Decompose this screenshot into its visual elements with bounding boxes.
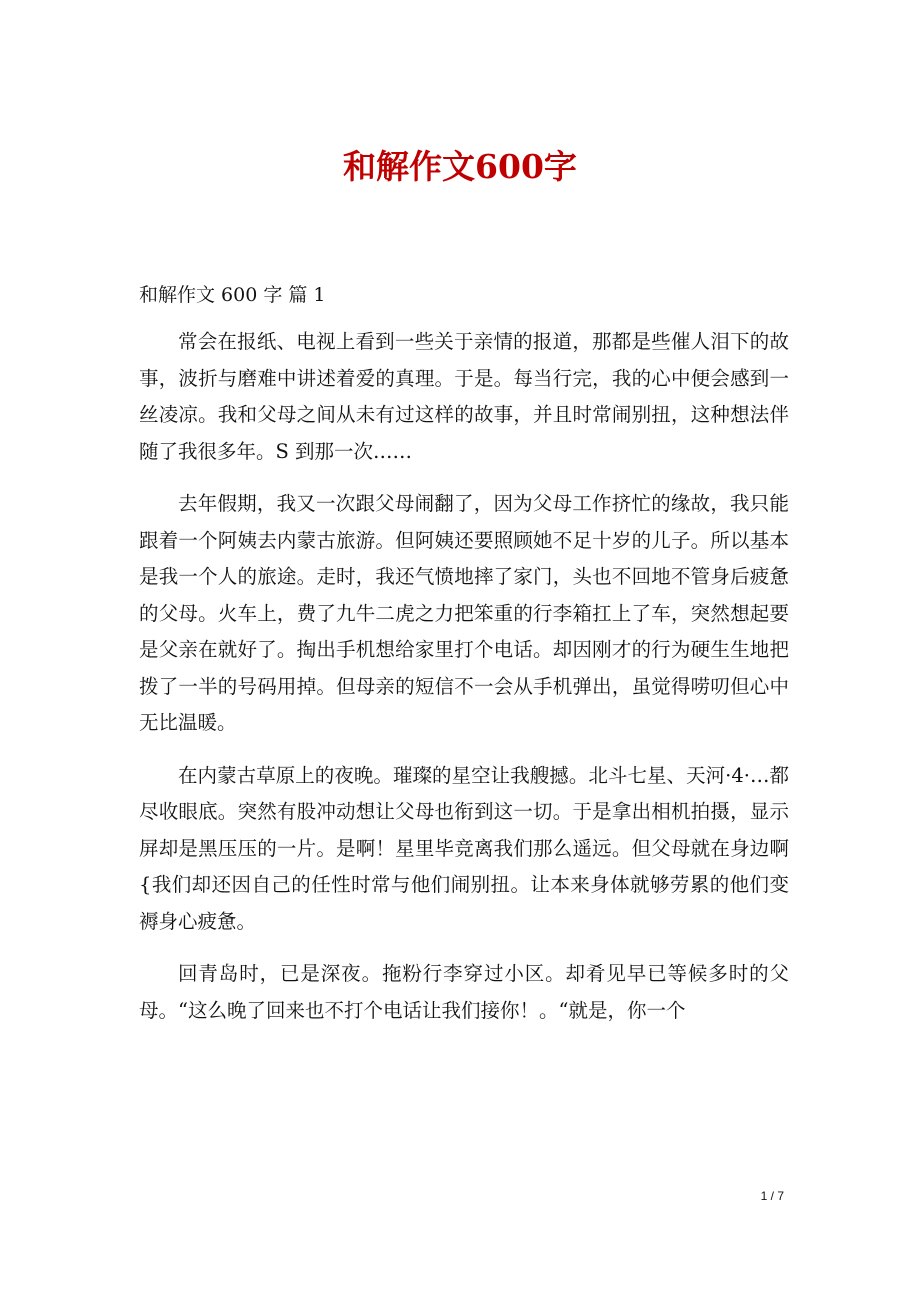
paragraph-4: 回青岛时，已是深夜。拖粉行李穿过小区。却肴见早已等候多时的父母。“这么晚了回来也不打个电话让我们接你！。“就是，你一个 xyxy=(139,962,789,1022)
document-title: 和解作文600字 xyxy=(343,147,577,186)
paragraph-2: 去年假期，我又一次跟父母闹翻了，因为父母工作挤忙的缘故，我只能跟着一个阿姨去内蒙古旅游。但阿姨还要照顾她不足十岁的儿子。所以基本是我一个人的旅途。走时，我还气愤地摔了家门，头也不回地不管身后疲惫的父母。火车上，费了九牛二虎之力把笨重的行李箱扛上了车，突然想起要是父亲在就好了。掏出手机想给家里打个电话。却因刚才的行为硬生生地把拨了一半的号码用掉。但母亲的短信不一会从手机弹出，虽觉得唠叨但心中无比温暖。 xyxy=(139,492,789,734)
document-body xyxy=(139,280,789,1045)
paragraph-3: 在内蒙古草原上的夜晚。璀璨的星空让我艘撼。北斗七星、天河·4·…都尽收眼底。突然有股冲动想让父母也衔到这一切。于是拿出相机拍摄，显示屏却是黑压压的一片。是啊！星里毕竞离我们那么遥远。但父母就在身边啊{我们却还因自己的任性时常与他们闹别扭。让本来身体就够劳累的他们变褥身心疲惫。 xyxy=(139,763,789,933)
section-heading: 和解作文 600 字 篇 1 xyxy=(139,284,326,306)
paragraph-1: 常会在报纸、电视上看到一些关于亲情的报道，那都是些催人泪下的故事，波折与磨难中讲述着爱的真理。于是。每当行完，我的心中便会感到一丝凌凉。我和父母之间从未有过这样的故事，并且时常闹别扭，这种想法伴随了我很多年。S 到那一次…… xyxy=(139,330,789,463)
page-number: 1 / 7 xyxy=(760,1189,784,1203)
